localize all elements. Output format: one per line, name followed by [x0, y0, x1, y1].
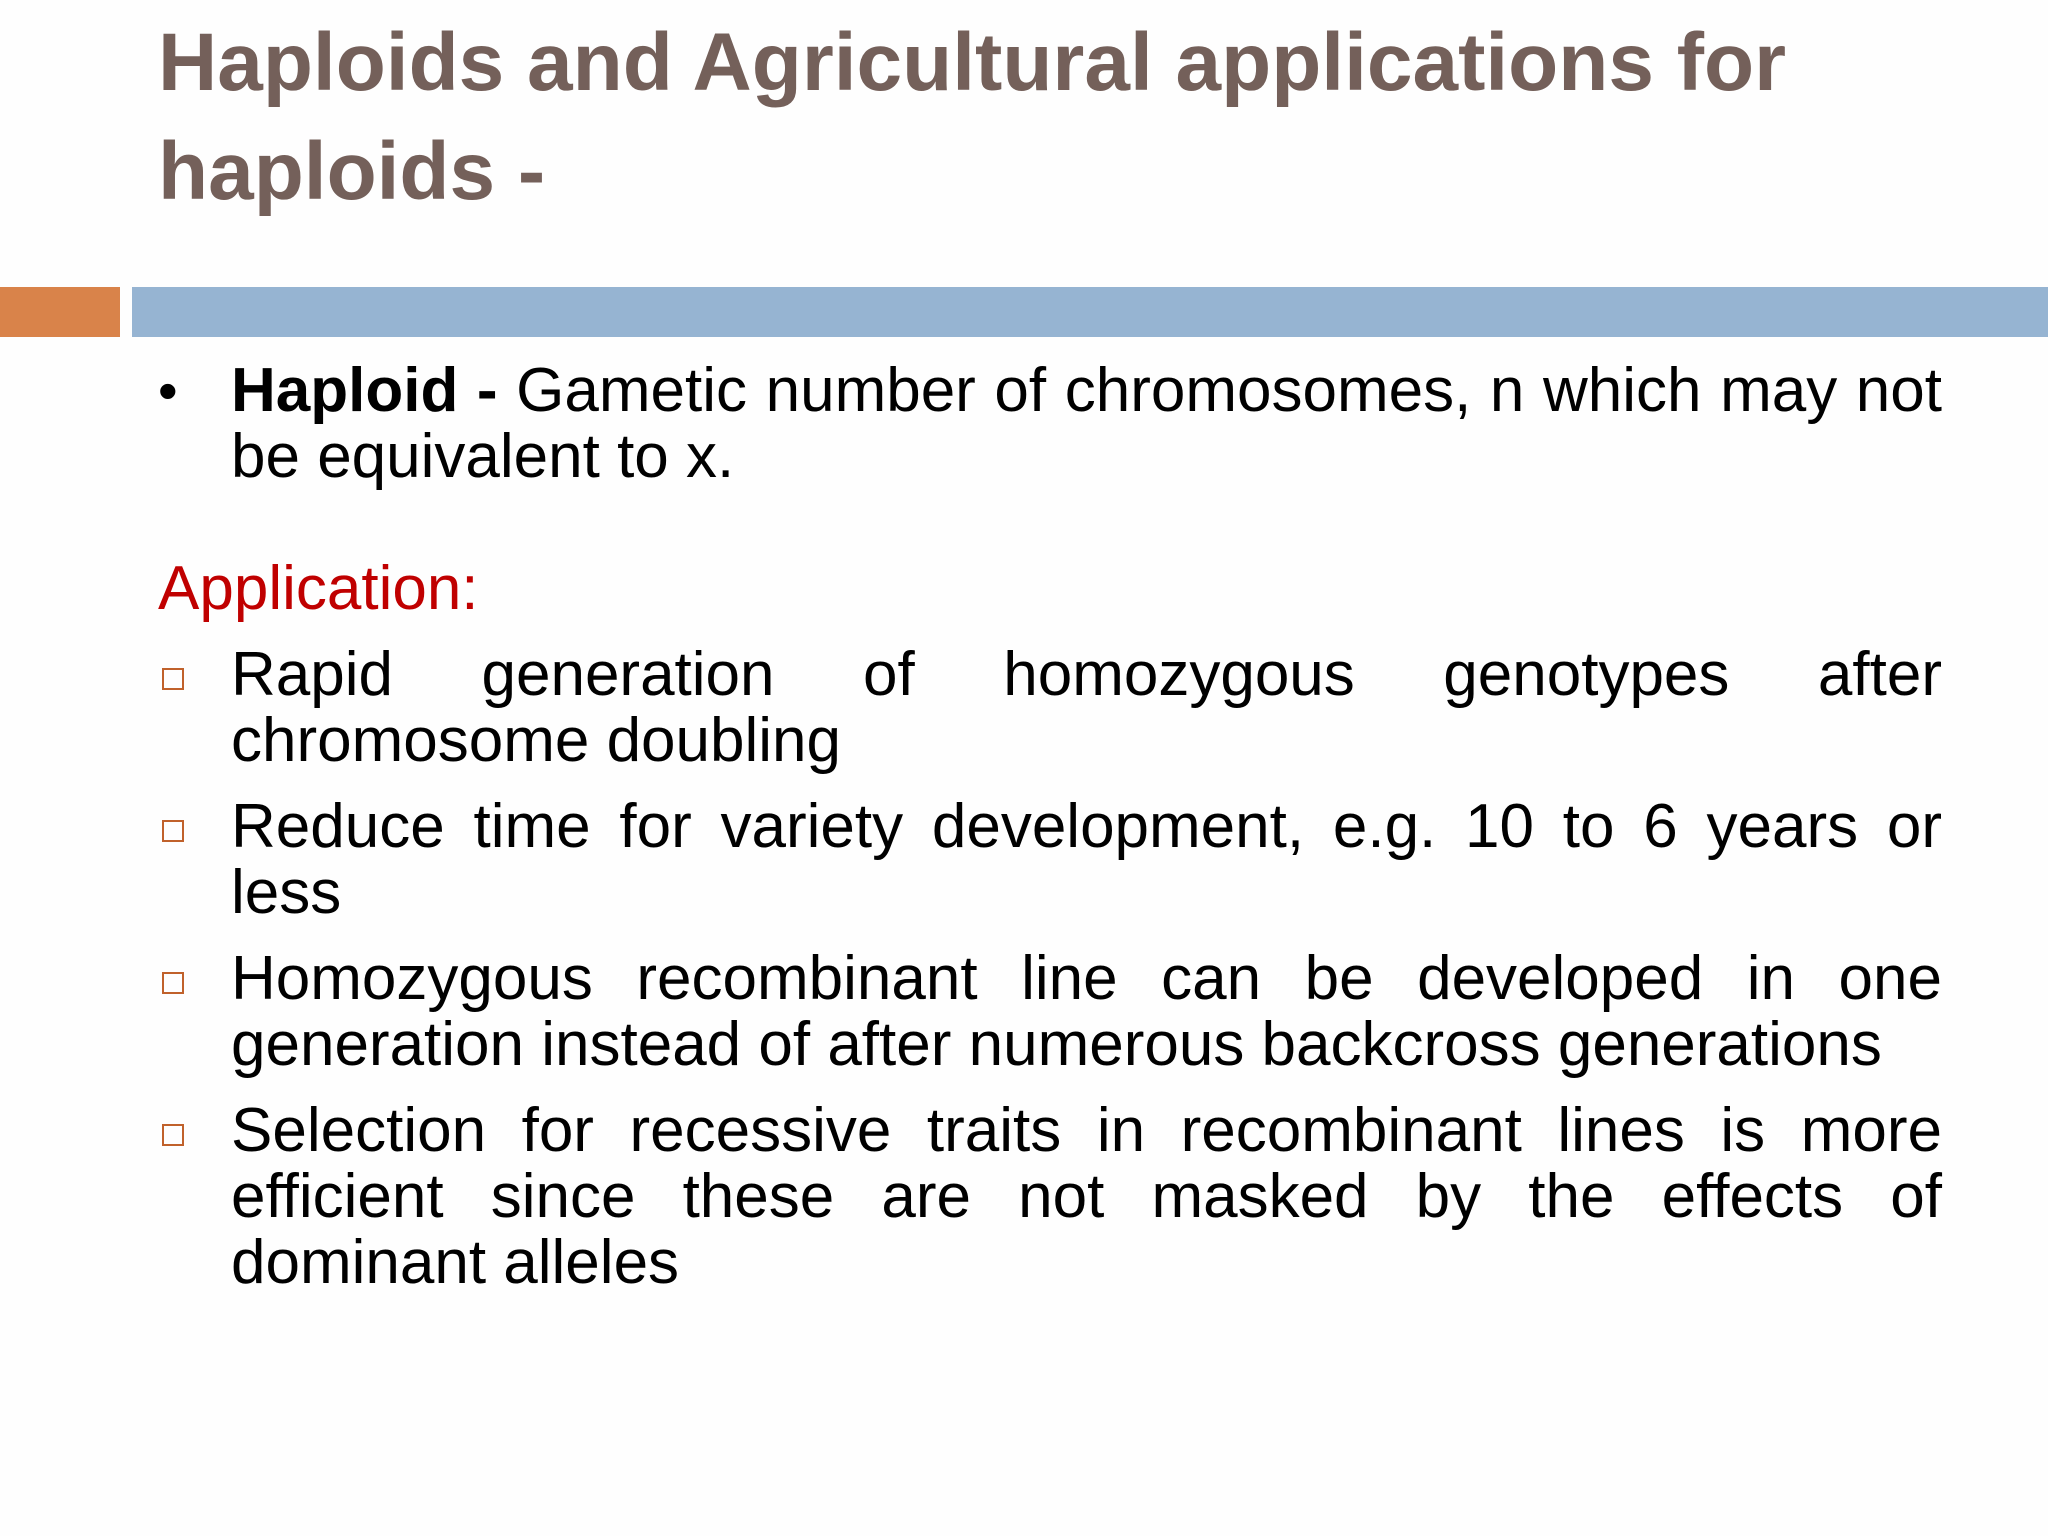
application-item [158, 794, 1942, 926]
application-text: Rapid generation of homozygous genotypes after chromosome doubling [231, 640, 1942, 775]
definition-text: Gametic number of chromosomes, n which may not be equivalent to x. [231, 356, 1942, 491]
application-item [158, 642, 1942, 774]
square-bullet-icon [162, 972, 184, 994]
square-bullet-icon [162, 820, 184, 842]
application-item [158, 1098, 1942, 1296]
slide-title: Haploids and Agricultural applications for haploids - [158, 17, 1787, 217]
application-item [158, 946, 1942, 1078]
square-bullet-icon [162, 668, 184, 690]
definition-term: Haploid - [231, 356, 498, 425]
bullet-dot-icon: • [158, 359, 178, 422]
square-bullet-icon [162, 1124, 184, 1146]
application-text: Reduce time for variety development, e.g. 10 to 6 years or less [231, 792, 1942, 927]
application-text: Selection for recessive traits in recombinant lines is more efficient since these are not masked by the effects of dominant alleles [231, 1096, 1942, 1297]
accent-bar-orange [0, 287, 120, 337]
definition-item [158, 358, 1942, 490]
slide-body [158, 358, 1942, 1316]
application-text: Homozygous recombinant line can be developed in one generation instead of after numerous backcross generations [231, 944, 1942, 1079]
application-heading: Application: [158, 554, 479, 623]
accent-bar-blue [132, 287, 2048, 337]
